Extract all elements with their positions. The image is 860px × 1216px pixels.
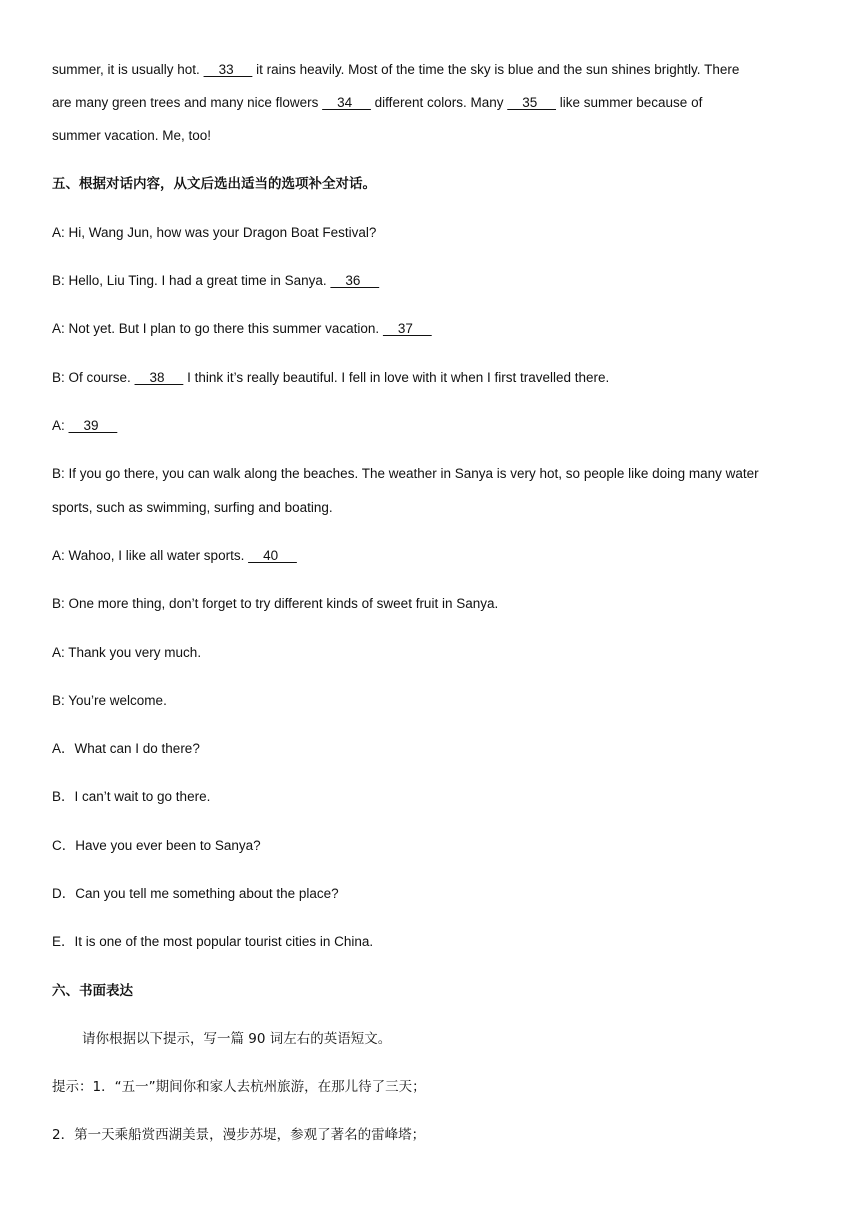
blank-34: 34 <box>322 95 371 110</box>
option-b: B．I can’t wait to go there. <box>52 789 211 804</box>
dialogue-text: B: Hello, Liu Ting. I had a great time in Sanya. <box>52 273 331 288</box>
blank-37: 37 <box>382 321 432 336</box>
blank-35: 35 <box>507 95 557 110</box>
dialogue-text: A: <box>52 418 69 433</box>
writing-hint-1: 提示：1．“五一”期间你和家人去杭州旅游，在那儿待了三天； <box>52 1079 426 1095</box>
blank-40: 40 <box>248 548 297 563</box>
dialogue-line-3 <box>52 319 432 339</box>
option-a: A．What can I do there? <box>52 741 200 756</box>
dialogue-line-4 <box>52 368 609 388</box>
dialogue-text: B: Of course. <box>52 370 135 385</box>
dialogue-line-2 <box>52 271 379 291</box>
option-c: C．Have you ever been to Sanya? <box>52 838 261 853</box>
blank-39: 39 <box>68 418 118 433</box>
dialogue-line-5 <box>52 416 117 436</box>
dialogue-line-6a: B: If you go there, you can walk along the beaches. The weather in Sanya is very hot, so people like doing many water <box>52 466 759 481</box>
blank-36: 36 <box>330 273 380 288</box>
passage-text: different colors. Many <box>370 95 508 110</box>
dialogue-line-8: B: One more thing, don’t forget to try different kinds of sweet fruit in Sanya. <box>52 596 499 611</box>
section-6-heading: 六、书面表达 <box>52 983 133 999</box>
dialogue-line-6b: sports, such as swimming, surfing and boating. <box>52 500 333 515</box>
passage-line-1 <box>52 60 739 80</box>
dialogue-text: A: Wahoo, I like all water sports. <box>52 548 249 563</box>
dialogue-line-1: A: Hi, Wang Jun, how was your Dragon Boat Festival? <box>52 225 377 240</box>
writing-hint-2: 2．第一天乘船赏西湖美景，漫步苏堤，参观了著名的雷峰塔； <box>52 1127 426 1143</box>
dialogue-line-7 <box>52 546 297 566</box>
passage-text: like summer because of <box>556 95 703 110</box>
option-e: E．It is one of the most popular tourist cities in China. <box>52 934 374 949</box>
dialogue-line-10: B: You’re welcome. <box>52 693 167 708</box>
writing-instruction: 请你根据以下提示，写一篇 90 词左右的英语短文。 <box>82 1031 392 1047</box>
blank-33: 33 <box>203 62 253 77</box>
passage-text: are many green trees and many nice flowers <box>52 95 323 110</box>
section-5-heading: 五、根据对话内容，从文后选出适当的选项补全对话。 <box>52 176 376 192</box>
dialogue-line-9: A: Thank you very much. <box>52 645 202 660</box>
passage-text: it rains heavily. Most of the time the sky is blue and the sun shines brightly. There <box>252 62 740 77</box>
dialogue-text: I think it’s really beautiful. I fell in love with it when I first travelled there. <box>183 370 610 385</box>
dialogue-text: A: Not yet. But I plan to go there this summer vacation. <box>52 321 383 336</box>
blank-38: 38 <box>134 370 184 385</box>
passage-line-2 <box>52 93 702 113</box>
passage-line-3: summer vacation. Me, too! <box>52 128 212 143</box>
option-d: D．Can you tell me something about the place? <box>52 886 339 901</box>
passage-text: summer, it is usually hot. <box>52 62 204 77</box>
